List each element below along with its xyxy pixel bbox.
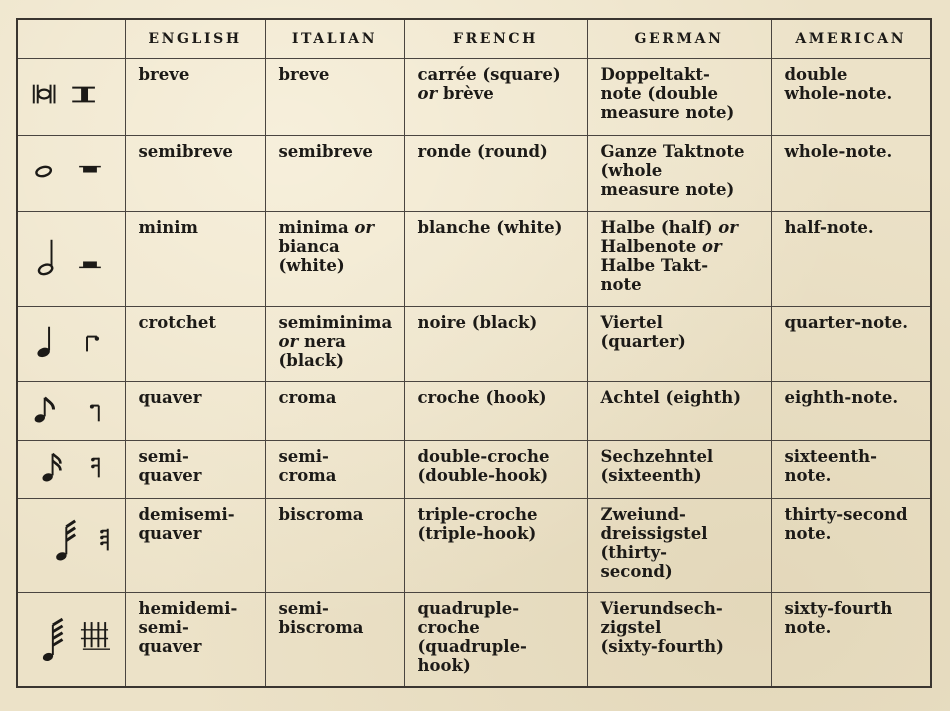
french-name: quadruple- croche (quadruple- hook) <box>404 593 587 688</box>
eighth-note-icon <box>33 398 53 424</box>
whole-symbols <box>18 136 125 211</box>
english-name: hemidemi- semi- quaver <box>125 593 265 688</box>
italian-name: semi- biscroma <box>265 593 404 688</box>
english-name: minim <box>125 212 265 307</box>
german-name: Ganze Taktnote (whole measure note) <box>587 136 771 212</box>
half-note-icon <box>38 240 54 276</box>
thirty-second-rest-icon <box>100 529 108 551</box>
half-symbols <box>18 212 125 306</box>
german-name: Sechzehntel (sixteenth) <box>587 441 771 499</box>
american-name: half-note. <box>771 212 931 307</box>
english-name: semi- quaver <box>125 441 265 499</box>
quarter-symbols <box>18 307 125 381</box>
french-name: triple-croche (triple-hook) <box>404 499 587 593</box>
quarter-rest-icon <box>87 336 99 351</box>
or-word: or <box>718 218 738 237</box>
thirty-second-note-icon <box>55 521 75 562</box>
symbol-cell <box>17 59 125 136</box>
italian-name: semiminima or nera (black) <box>265 307 404 382</box>
italian-part-1: minima <box>278 218 355 237</box>
table-row <box>17 382 931 441</box>
header-italian: ITALIAN <box>265 19 404 59</box>
american-name: double whole-note. <box>771 59 931 136</box>
italian-name: croma <box>265 382 404 441</box>
symbol-cell <box>17 593 125 688</box>
german-name: Vierundsech- zigstel (sixty-fourth) <box>587 593 771 688</box>
whole-rest-icon <box>79 167 101 173</box>
sixty-fourth-symbols <box>18 593 125 686</box>
symbol-cell <box>17 441 125 499</box>
american-name: whole-note. <box>771 136 931 212</box>
italian-part-2: bianca (white) <box>278 237 345 275</box>
german-name: Halbe (half) or Halbenote or Halbe Takt- note <box>587 212 771 307</box>
symbol-cell <box>17 382 125 441</box>
german-name: Achtel (eighth) <box>587 382 771 441</box>
or-word: or <box>417 84 438 103</box>
symbol-cell <box>17 499 125 593</box>
sixty-fourth-note-icon <box>42 619 63 662</box>
french-name: croche (hook) <box>404 382 587 441</box>
french-name: ronde (round) <box>404 136 587 212</box>
quarter-note-icon <box>36 327 51 359</box>
american-name: quarter-note. <box>771 307 931 382</box>
thirty-second-symbols <box>18 499 125 592</box>
italian-name: semi- croma <box>265 441 404 499</box>
header-english: ENGLISH <box>125 19 265 59</box>
sixty-fourth-rest-icon <box>81 622 110 649</box>
symbol-cell <box>17 212 125 307</box>
german-name: Doppeltakt- note (double measure note) <box>587 59 771 136</box>
table-row <box>17 59 931 136</box>
table-row <box>17 593 931 688</box>
table-row <box>17 212 931 307</box>
breve-note-icon <box>34 85 55 104</box>
symbol-cell <box>17 307 125 382</box>
or-word: or <box>354 218 375 237</box>
french-name: double-croche (double-hook) <box>404 441 587 499</box>
half-rest-icon <box>79 261 101 267</box>
sixteenth-note-icon <box>41 454 60 483</box>
table-row <box>17 499 931 593</box>
english-name: crotchet <box>125 307 265 382</box>
french-name: noire (black) <box>404 307 587 382</box>
whole-note-icon <box>35 165 52 177</box>
english-name: demisemi- quaver <box>125 499 265 593</box>
table-row <box>17 136 931 212</box>
or-word: or <box>701 237 722 256</box>
breve-symbols <box>18 59 125 135</box>
header-row <box>17 19 931 59</box>
italian-name <box>265 212 404 307</box>
english-name: semibreve <box>125 136 265 212</box>
english-name: breve <box>125 59 265 136</box>
american-name: sixty-fourth note. <box>771 593 931 688</box>
table-row <box>17 307 931 382</box>
or-word: or <box>278 332 299 351</box>
american-name: thirty-second note. <box>771 499 931 593</box>
header-french: FRENCH <box>404 19 587 59</box>
table-row <box>17 441 931 499</box>
english-name: quaver <box>125 382 265 441</box>
american-name: sixteenth- note. <box>771 441 931 499</box>
german-name: Zweiund- dreissigstel (thirty- second) <box>587 499 771 593</box>
symbol-cell <box>17 136 125 212</box>
header-american: AMERICAN <box>771 19 931 59</box>
breve-rest-icon <box>72 88 95 102</box>
header-german: GERMAN <box>587 19 771 59</box>
french-name: carrée (square) or brève <box>404 59 587 136</box>
italian-name: biscroma <box>265 499 404 593</box>
italian-name: breve <box>265 59 404 136</box>
italian-name: semibreve <box>265 136 404 212</box>
note-names-table <box>16 18 932 688</box>
eighth-rest-icon <box>90 405 99 422</box>
sixteenth-rest-icon <box>91 458 99 478</box>
eighth-symbols <box>18 382 125 440</box>
sixteenth-symbols <box>18 441 125 498</box>
french-name: blanche (white) <box>404 212 587 307</box>
american-name: eighth-note. <box>771 382 931 441</box>
german-name: Viertel (quarter) <box>587 307 771 382</box>
symbol-header <box>17 19 125 59</box>
